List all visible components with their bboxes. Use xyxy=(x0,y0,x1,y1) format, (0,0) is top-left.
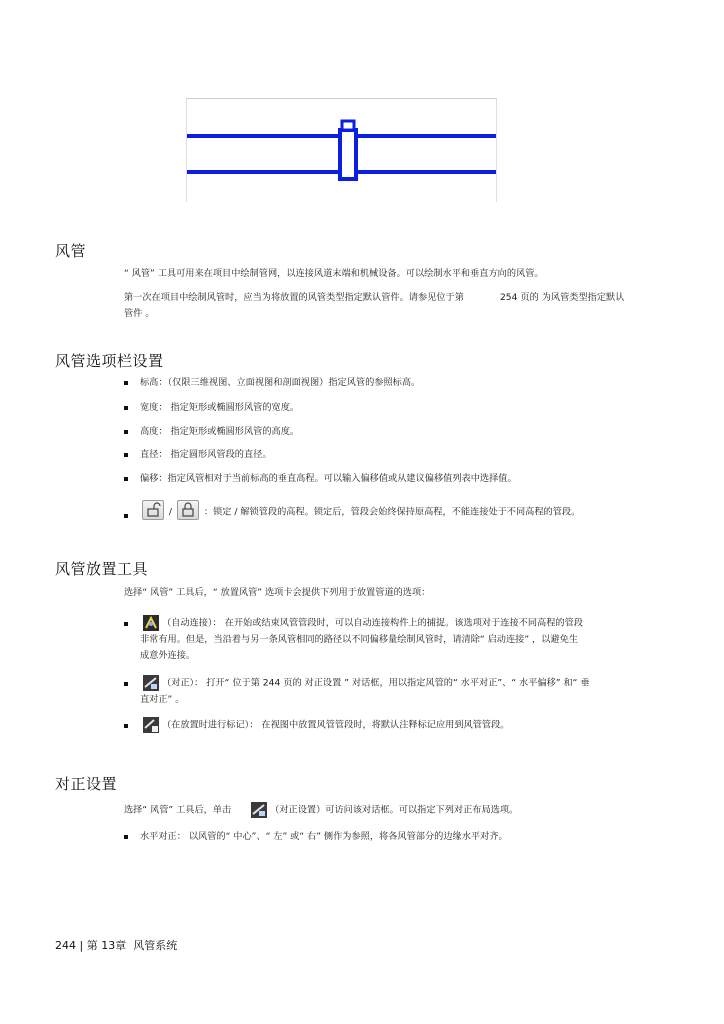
duct-p2-link[interactable]: 254 页的 xyxy=(499,292,539,303)
placement-item-justify: （对正）： 打开“ 位于第 244 页的 对正设置 ” 对话框，用以指定风管的“ 水平对正”、“ 水平偏移” 和“ 垂 直对正” 。 xyxy=(124,674,684,708)
placement-intro: 选择“ 风管” 工具后，“ 放置风管” 选项卡会提供下列用于放置管道的选项： xyxy=(124,587,431,598)
justification-item-horizontal: 水平对正： 以风管的“ 中心”、“ 左” 或“ 右” 侧作为参照，将各风管部分的边缘水平对齐。 xyxy=(124,829,684,845)
bullet-icon xyxy=(124,514,128,518)
placement-item-tag-on-place: （在放置时进行标记）： 在视图中放置风管管段时，将默认注释标记应用到风管管段。 xyxy=(124,716,684,734)
justify-icon xyxy=(142,674,160,692)
page-footer xyxy=(55,937,177,953)
footer-separator: | xyxy=(79,939,84,952)
option-item-lock xyxy=(124,502,684,522)
duct-intro-text: “ 风管” 工具可用来在项目中绘制管网，以连接风道末端和机械设备。可以绘制水平和垂直方向的风管。 xyxy=(124,268,544,279)
duct-p2d: 管件 。 xyxy=(124,308,155,319)
lock-elevation-icon xyxy=(177,500,199,520)
option-item: 高度： 指定矩形或椭圆形风管的高度。 xyxy=(124,424,684,440)
bullet-icon xyxy=(124,622,128,626)
tag-on-placement-icon xyxy=(142,716,160,734)
auto-connect-icon xyxy=(142,614,160,632)
duct-fitting xyxy=(340,130,356,179)
duct-p2a: 第一次在项目中绘制风管时，应当为将放置的风管类型指定默认管件。请参见位于第 xyxy=(124,292,464,303)
chapter-title: 风管系统 xyxy=(133,939,178,952)
option-item: 标高：（仅限三维视图、立面视图和剖面视图）指定风管的参照标高。 xyxy=(124,375,684,391)
option-item: 直径： 指定圆形风管段的直径。 xyxy=(124,447,684,463)
bullet-icon xyxy=(124,406,128,410)
duct-fitting-cap xyxy=(342,121,354,130)
option-item: 偏移：指定风管相对于当前标高的垂直高程。可以输入偏移值或从建议偏移值列表中选择值。 xyxy=(124,471,684,487)
duct-diagram-svg xyxy=(187,99,496,202)
duct-default-fittings-text xyxy=(124,290,669,322)
bullet-icon xyxy=(124,453,128,457)
unlock-elevation-icon xyxy=(142,500,164,520)
heading-options-bar: 风管选项栏设置 xyxy=(55,352,164,370)
lock-separator: / xyxy=(168,506,173,518)
option-item: 宽度： 指定矩形或椭圆形风管的宽度。 xyxy=(124,400,684,416)
duct-diagram xyxy=(186,98,497,202)
duct-p2c: 为风管类型指定默认 xyxy=(541,292,625,303)
heading-justification-settings: 对正设置 xyxy=(55,775,118,793)
bullet-icon xyxy=(124,724,128,728)
bullet-icon xyxy=(124,682,128,686)
bullet-icon xyxy=(124,381,128,385)
bullet-icon xyxy=(124,430,128,434)
heading-duct: 风管 xyxy=(55,242,87,260)
chapter-number: 第 13章 xyxy=(86,939,127,952)
heading-placement-tools: 风管放置工具 xyxy=(55,560,149,578)
justification-intro: 选择“ 风管” 工具后，单击 （对正设置）可访问该对话框。可以指定下列对正布局选项。 xyxy=(124,801,669,819)
page-number: 244 xyxy=(55,939,76,952)
lock-description: ：锁定 / 解锁管段的高程。锁定后，管段会始终保持原高程，不能连接处于不同高程的管段。 xyxy=(203,506,581,518)
bullet-icon xyxy=(124,835,128,839)
bullet-icon xyxy=(124,477,128,481)
justification-settings-icon xyxy=(250,801,268,819)
placement-item-auto-connect: （自动连接）： 在开始或结束风管管段时，可以自动连接构件上的捕捉。该选项对于连接不同高程的管段 非常有用。但是，当沿着与另一条风管相同的路径以不同偏移量绘制风管时，请清除“ 启动连接” ，以避免生 成意外连接。 xyxy=(124,614,684,664)
